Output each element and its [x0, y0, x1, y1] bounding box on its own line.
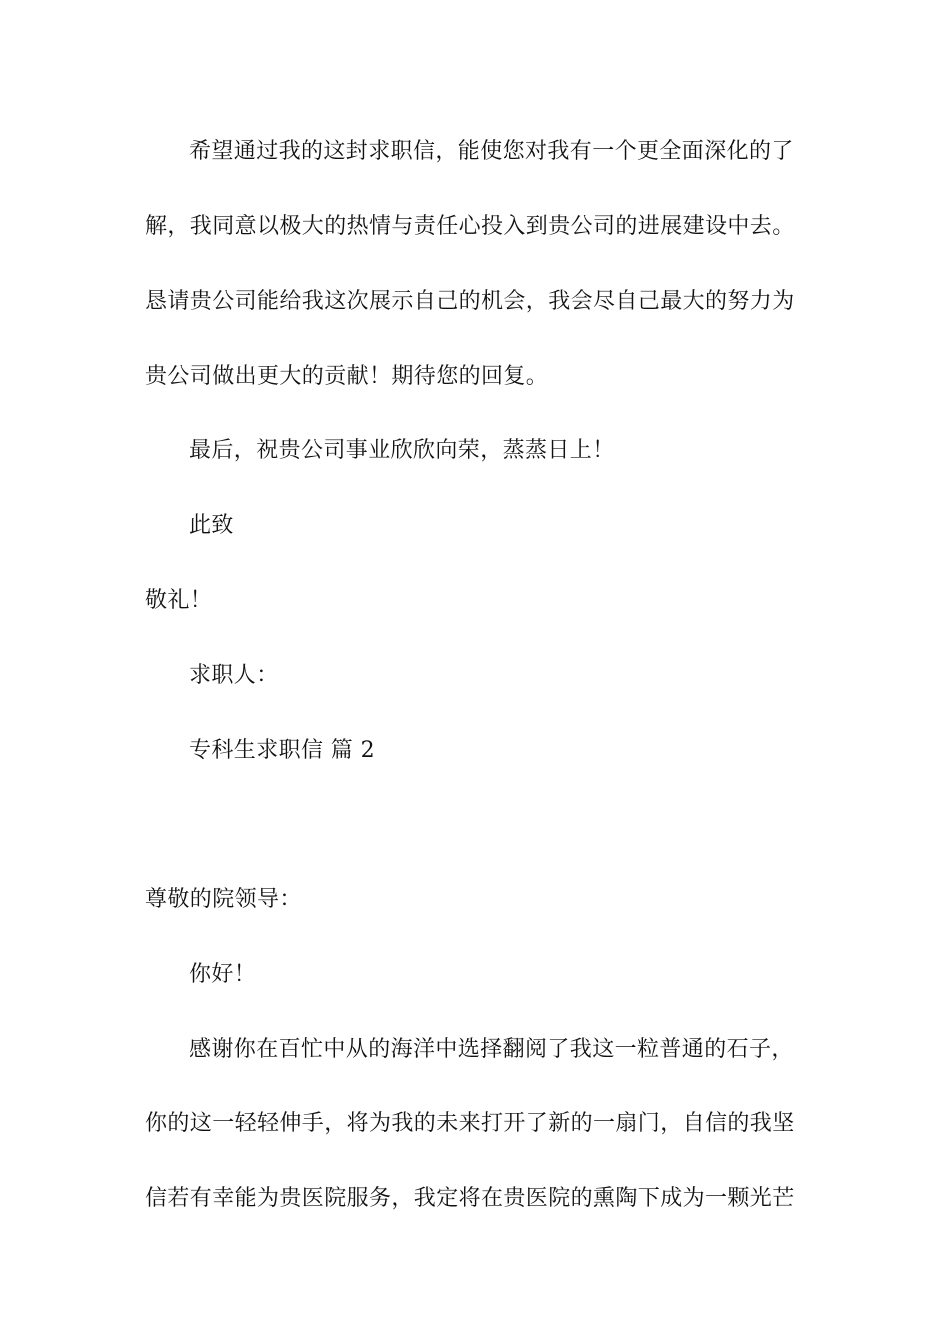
paragraph-line: 希望通过我的这封求职信，能使您对我有一个更全面深化的了 [189, 139, 794, 164]
letter-hello: 你好！ [189, 962, 257, 987]
paragraph-line: 恳请贵公司能给我这次展示自己的机会，我会尽自己最大的努力为 [145, 289, 795, 314]
paragraph-line: 你的这一轻轻伸手，将为我的未来打开了新的一扇门，自信的我坚 [145, 1111, 795, 1136]
salutation-close: 此致 [189, 513, 234, 538]
closing-wish: 最后，祝贵公司事业欣欣向荣，蒸蒸日上！ [189, 438, 615, 463]
salutation-regards: 敬礼！ [145, 588, 213, 613]
paragraph-line: 感谢你在百忙中从的海洋中选择翻阅了我这一粒普通的石子， [189, 1037, 794, 1062]
paragraph-line: 贵公司做出更大的贡献！期待您的回复。 [145, 364, 549, 389]
signature-label: 求职人： [189, 663, 279, 688]
letter-greeting: 尊敬的院领导： [145, 887, 302, 912]
paragraph-line: 信若有幸能为贵医院服务，我定将在贵医院的熏陶下成为一颗光芒 [145, 1186, 795, 1211]
section-heading: 专科生求职信 篇 2 [189, 738, 375, 763]
paragraph-line: 解，我同意以极大的热情与责任心投入到贵公司的进展建设中去。 [145, 214, 795, 239]
